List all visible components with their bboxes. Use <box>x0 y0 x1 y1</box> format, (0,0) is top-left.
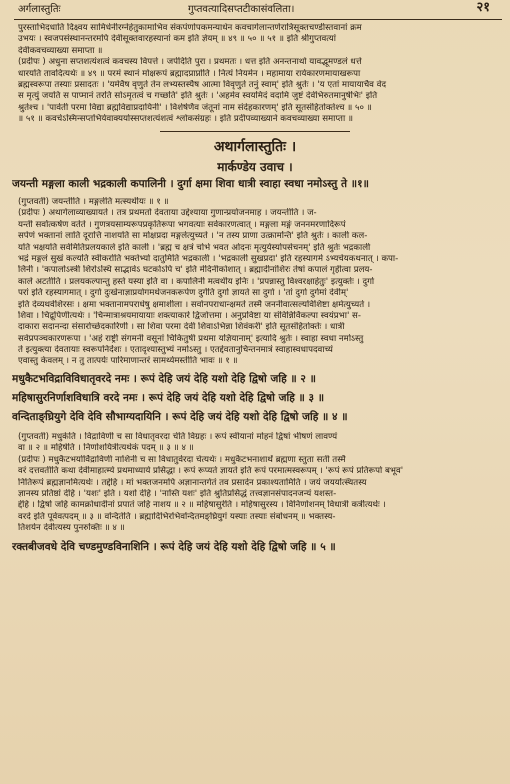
text-line: परां इति रहस्यागमात् । दुर्गा दुःखेनाज्ञाप्रयोगमर्थजनकरूपेण दुर्गेति दुर्गा ज्ञायते सा दुर्गा । 'तां दुर्गा दुर्गमां देवीम्' <box>18 288 349 299</box>
text-line: वरं दत्तवतीति कथा देवीमाहात्म्ये प्रथमाध्याये प्रसिद्धा । रूपं रूप्यते ज्ञायते इति रूपं परमात्मस्वरूपम् । 'रूपं रूपं प्रतिरूपो बभूव' <box>18 466 404 477</box>
text-line: भद्रं मङ्गलं सुखं कल्यति स्वीकरोति भक्तेभ्यो दातुमिति भद्रकाली । 'भद्रकाली सुखप्रदा' इति रहस्यागमे ऽभ्यर्चयकथनात् । कपा- <box>18 253 399 264</box>
verse-5: रक्तबीजवधे देवि चण्डमुण्डविनाशिनि । रूपं देहि जयं देहि यशो देहि द्विषो जहि ॥ ५ ॥ <box>12 541 336 553</box>
text-line: देवीकवचव्याख्या समाप्ता ॥ <box>18 45 103 56</box>
text-line: शिवा । चिद्रूपिणीत्यर्थः । 'चिन्मात्राश्रयमायायाः शक्त्याकारे द्विजोत्तमा । अनुप्रविष्टा या संविन्निर्विकल्पा स्वयंप्रभा' स- <box>18 310 361 321</box>
text-line: वा ॥ २ ॥ महिषेति । निर्णाशयित्रीत्यर्थकं पदम् ॥ ३ ॥ ४ ॥ <box>18 443 194 454</box>
text-line: श्रुतेश्च । 'पार्वती परमा विद्या ब्रह्मविद्याप्रदायिनी' । विशेषेणैव जंतूनां नाम संदेहकारणम्' इति सूतसंहितोक्तेश्च ॥ ५० ॥ <box>18 102 372 113</box>
section-subtitle: मार्कण्डेय उवाच । <box>217 160 293 174</box>
text-line: स मृत्युं जयति स पाप्मानं तरति सोऽमृतत्वं च गच्छति' इति श्रुतेः । 'अहमेव स्वयमिदं वदामि जुष्टं देवेभिरुतमानुषेभिः' इति <box>18 91 378 102</box>
text-line: द्देहि । द्विषो जहि कामक्रोधादीनां प्रपातं जहि नाशय ॥ २ ॥ महिषासुरेति । महिषासुरस्य । विनिर्णाशनम् विधात्री कर्त्रीत्यर्थः । <box>18 500 386 511</box>
text-line: ज्ञानस्य प्रतिष्ठां देहि । 'यशः' इति । यशो देहि । 'नास्ति यशः' इति श्रुतिप्रसिद्धं तत्त्वज्ञानसंपादनजन्यं यशस्त- <box>18 488 337 499</box>
text-line: धारयति तावदित्यर्थः ॥ ४९ ॥ परमं स्थानं मोक्षरूपं ब्रह्मादप्राप्नोति । नित्यं नियमेन । महामाया रार्यकारणमायाखरूपा <box>18 68 361 79</box>
verse-1: जयन्ती मङ्गला काली भद्रकाली कपालिनी । दुर्गा क्षमा शिवा धात्री स्वाहा स्वधा नमोऽस्तु ते ॥१॥ <box>12 178 369 190</box>
text-line: एवास्तु केवलम् । न तु तात्पर्यः पारिमाणान्तरं सामर्थ्यमस्तीति भावः ॥ १ ॥ <box>18 356 238 367</box>
text-line: ब्रह्मस्वरूपा तस्याः प्रसादतः । 'यमेवैष वृणुते तेन लभ्यस्तस्यैष आत्मा विवृणुते तनुं स्वाम्' इति श्रुतेः । 'य एतां मायायाचैव वेद <box>18 79 387 90</box>
verse-3: महिषासुरनिर्णाशविधात्रि वरदे नमः । रूपं देहि जयं देहि यशो देहि द्विषो जहि ॥ ३ ॥ <box>12 392 325 404</box>
text-line: पुरस्ताभिदधाति दिक्ष्वय सामिधेनीरग्नेहेतुकामाभिव संकपंणोपकमन्याधेन कवचार्गलान्तर्णरात्रिसूक्तचण्डीस्तवानां क्रम <box>18 23 362 33</box>
header-rule <box>14 19 502 20</box>
text-line: नितिरूपं ब्रह्मज्ञानमित्यर्थः । तद्देहि । मां भक्तजनमपि अज्ञानान्तर्गतं तव प्रसादेन प्रकाश्यतामिति । जयं जययत्स्थितस्य <box>18 477 367 488</box>
text-line: (गुप्तवती) जयन्तीति । मङ्गलेति मत्स्यर्थीयः ॥ १ ॥ <box>18 197 169 207</box>
text-line: तिशयेन देवीत्यस्य पुनरुक्तिः ॥ ४ ॥ <box>18 523 125 534</box>
section-title: अथार्गलास्तुतिः । <box>213 139 297 155</box>
text-line: ते इत्युक्त्या देवतायाः स्वरूपनिर्देशः । एतादृश्यास्तुभ्यं नमोऽस्तु । एतद्देवतानुचिन्तनमात्रं स्वाहास्वधापदवाच्यं <box>18 345 333 356</box>
text-line: (गुप्तवती) मधुकेति । विद्राविणी च सा विधातृवरदा चेति विग्रहः । रूपं स्वीयानां मोहनं द्विषां भीषणं लावण्यं <box>18 432 338 442</box>
header-center-title: गुप्तवत्यादिसप्तटीकासंवलिता। <box>188 4 295 15</box>
text-line: (प्रदीपः ) अथार्गलाव्याख्यायते । तत्र प्रथमतो देवताया उद्देश्याया गुणान्प्रयोजनमाह । जयन्तीति । ज- <box>18 208 317 219</box>
text-line: यति भक्षयति सर्वमितिप्रलयकाले इति काली । 'ब्रह्म च क्षत्रं चोभे भवत ओदनः मृत्युर्यस्योपसेचनम्' इति श्रुतेः भद्रकाली <box>18 242 371 253</box>
text-line: काले अटतीति । प्रलयकल्पान्तु हस्ते यस्या इति वा । कपालिनी मत्वर्थीय इनिः । 'प्रपन्नास्तु विश्वरक्षाहेतुः' इत्युक्तेः । दुर्गा <box>18 276 375 287</box>
section-divider <box>160 131 350 132</box>
text-line: लिनी । 'कपालोऽस्त्री शिरोऽस्थि साद्भावेऽ घटकोऽपि च' इति मेदिनीकोशात् । ब्रह्मादीनांशिरः तेषां कपालं गृहीत्वा प्रलय- <box>18 265 373 276</box>
text-line: ॥ ५१ ॥ कवचेऽस्मिन्सप्तभिर्यवाक्ययोस्सप्तशत्यंशत्वं श्लोकसंग्रहः । इति प्रदीपव्याख्याने कवचव्याख्या समाप्ता ॥ <box>18 114 354 125</box>
page-number: २१ <box>476 0 490 15</box>
text-line: इति देव्यथर्वशिरसः । क्षमा भक्तानामपराधेषु क्षमाशीला । सर्वानपराधान्क्षमते तस्मै जननीवात्सल्यविशिष्टा क्षमेत्युच्यते । <box>18 299 371 310</box>
header-left-title: अर्गलास्तुतिः <box>18 4 61 15</box>
text-line: सर्वप्रपञ्चकारणरूपा । 'अहं राष्ट्री संगमनी वसूनां चिकितुषी प्रथमा यज्ञियानाम्' इत्यादि श्रुतेः । स्वाहा स्वधा नमोऽस्तु <box>18 333 364 344</box>
text-line: उभयः । स्वजपसंस्थानन्तरमपि देवीसूक्तवारहस्यानां कम इति ज्ञेयम् ॥ ४९ ॥ ५० ॥ ५१ ॥ इति श्रीगुप्तवत्यां <box>18 34 337 45</box>
kavacha-end-text <box>18 23 498 126</box>
verse-4: वन्दिताङ्घ्रियुगे देवि देवि सौभाग्यदायिनि । रूपं देहि जयं देहि यशो देहि द्विषो जहि ॥ ४ ॥ <box>12 411 348 423</box>
commentary-block-2 <box>18 432 498 535</box>
text-line: वरदे इति पूर्ववत्पदम् ॥ ३ ॥ वन्दितेति । ब्रह्मादिभिरभिवन्दितमङ्घ्रियुगं यस्याः तस्याः संबोधनम् ॥ भक्तस्य- <box>18 511 336 522</box>
verse-2: मधुकैटभविद्राविविधातृवरदे नमः । रूपं देहि जयं देहि यशो देहि द्विषो जहि ॥ २ ॥ <box>12 373 316 385</box>
text-line: (प्रदीपः ) अधुना सप्तशत्यंशत्वं कवचस्य विपत्ते । जपेदिति पुरा । प्रथमतः । धत्त इति अनन्तनाथो यावद्भूमण्डलं धत्ते <box>18 57 362 68</box>
text-line: यन्ती सर्वोत्कर्षेण वर्तते । गुणत्रयसाम्यरूपप्रकृतिरूपा भगवत्याः सर्वकारणत्वात् । मङ्गला मङ्गं जननमरणादिरूपं <box>18 219 346 230</box>
text-line: (प्रदीपः ) मधुकैटभयोर्विद्राविणी नाशिनी च सा विधातुर्वरदा चेत्यर्थः । मधुकैटभनाशार्थं ब्रह्मणा स्तुता सती तस्मै <box>18 454 346 465</box>
page-header <box>18 0 498 17</box>
text-line: दाकारा सदानन्दा संसारोच्छेदकारिणी । सा शिवा परमा देवी शिवाऽभिन्ना शिवंकरी' इति सूतसंहितोक्तेः । धात्री <box>18 322 345 333</box>
text-line: सर्पणं भक्तानां लाति दूरात्ति नाशयति सा मोक्षप्रदा मङ्गलेत्युच्यते । 'न तस्य प्राणा उत्क्रामन्ति' इति श्रुतेः । काली कल- <box>18 231 368 242</box>
commentary-block-1 <box>18 197 498 368</box>
